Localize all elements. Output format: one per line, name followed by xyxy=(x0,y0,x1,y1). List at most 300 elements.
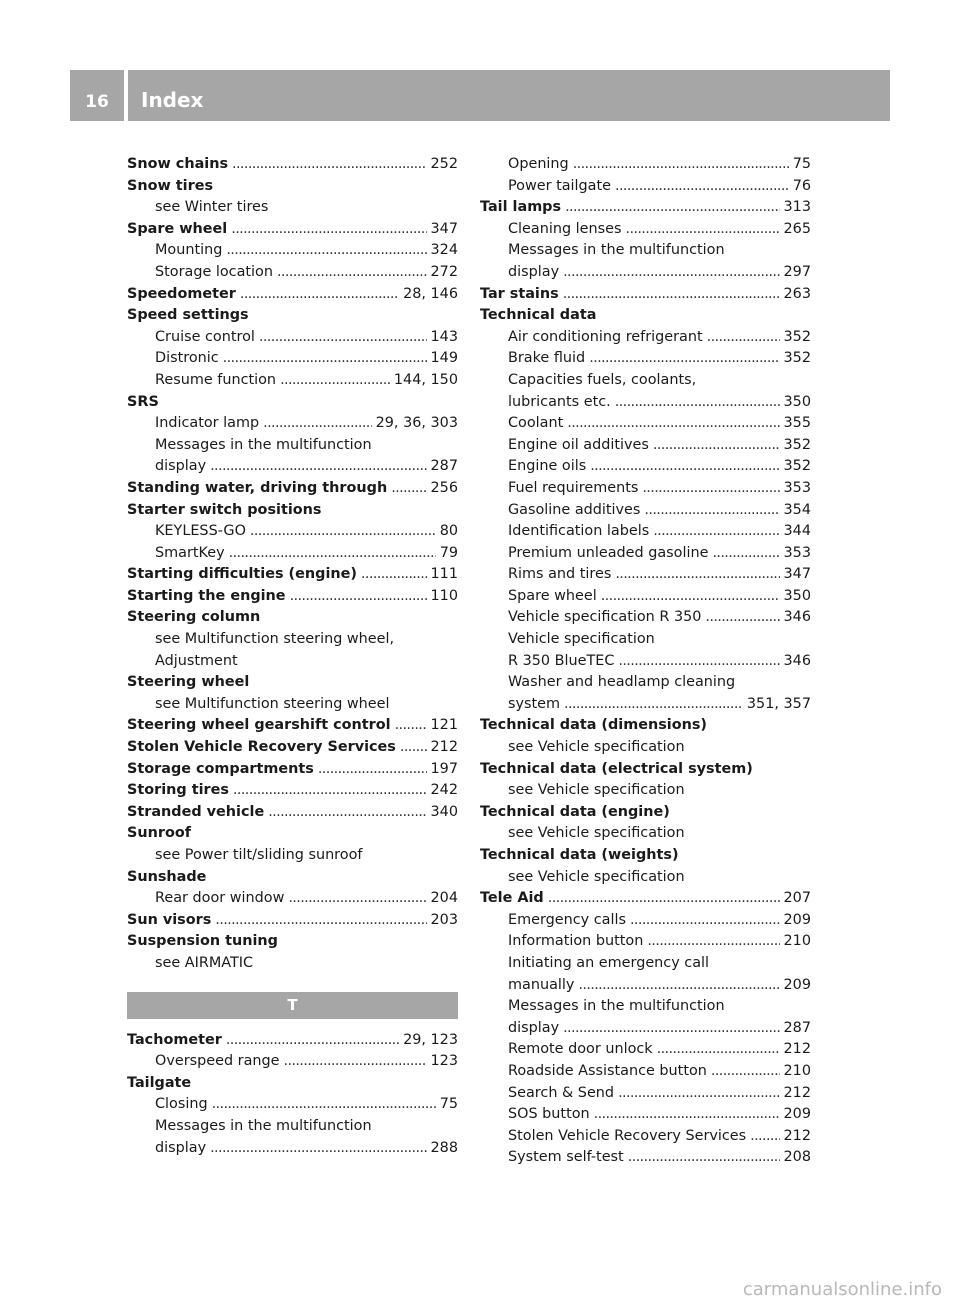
entry-label: Overspeed range xyxy=(155,1053,280,1070)
entry-label: Messages in the multifunction xyxy=(508,242,725,259)
entry-label: Vehicle specification R 350 xyxy=(508,609,702,626)
entry-page-ref: 263 xyxy=(783,285,811,302)
section-letter: T xyxy=(287,995,298,1014)
entry-label: Sunshade xyxy=(127,868,207,885)
index-entry xyxy=(480,478,811,500)
index-entry xyxy=(480,240,811,262)
leader-dots xyxy=(223,348,427,370)
index-entry xyxy=(480,1147,811,1169)
index-entry xyxy=(480,586,811,608)
index-entry xyxy=(480,953,811,975)
leader-dots xyxy=(647,931,779,953)
entry-label: Standing water, driving through xyxy=(127,479,388,496)
index-entry xyxy=(127,780,458,802)
index-entry xyxy=(127,651,458,673)
index-entry xyxy=(127,435,458,457)
leader-dots xyxy=(563,1018,779,1040)
entry-label: Storage compartments xyxy=(127,760,314,777)
leader-dots xyxy=(712,543,779,565)
index-entry xyxy=(127,1030,458,1052)
index-entry xyxy=(127,1094,458,1116)
index-entry xyxy=(127,910,458,932)
entry-page-ref: 354 xyxy=(783,501,811,518)
leader-dots xyxy=(601,586,780,608)
entry-page-ref: 209 xyxy=(783,911,811,928)
index-entry xyxy=(127,586,458,608)
entry-page-ref: 144, 150 xyxy=(393,371,458,388)
entry-page-ref: 29, 123 xyxy=(403,1031,458,1048)
entry-label: Engine oil additives xyxy=(508,436,649,453)
leader-dots xyxy=(280,370,390,392)
entry-label: Distronic xyxy=(155,350,219,367)
entry-label: Storing tires xyxy=(127,782,229,799)
index-entry xyxy=(127,154,458,176)
index-entry xyxy=(127,737,458,759)
leader-dots xyxy=(618,1083,779,1105)
entry-label: Spare wheel xyxy=(508,587,597,604)
leader-dots xyxy=(259,327,427,349)
entry-label: Technical data xyxy=(480,307,597,324)
entry-label: Capacities fuels, coolants, xyxy=(508,371,697,388)
index-entry xyxy=(127,845,458,867)
entry-page-ref: 242 xyxy=(430,782,458,799)
index-entry xyxy=(127,802,458,824)
leader-dots xyxy=(391,478,426,500)
leader-dots xyxy=(594,1104,780,1126)
page-title: Index xyxy=(141,88,204,112)
entry-page-ref: 28, 146 xyxy=(403,285,458,302)
index-entry xyxy=(127,1073,458,1095)
index-entry xyxy=(480,219,811,241)
leader-dots xyxy=(642,478,779,500)
index-entry xyxy=(480,931,811,953)
entry-page-ref: 353 xyxy=(783,544,811,561)
entry-page-ref: 265 xyxy=(783,220,811,237)
leader-dots xyxy=(653,435,780,457)
leader-dots xyxy=(589,348,779,370)
index-entry xyxy=(127,240,458,262)
entry-page-ref: 210 xyxy=(783,1062,811,1079)
entry-label: Remote door unlock xyxy=(508,1041,653,1058)
entry-page-ref: 272 xyxy=(430,263,458,280)
entry-page-ref: 352 xyxy=(783,458,811,475)
leader-dots xyxy=(226,240,426,262)
entry-page-ref: 287 xyxy=(783,1019,811,1036)
leader-dots xyxy=(318,759,427,781)
entry-label: SmartKey xyxy=(155,544,225,561)
leader-dots xyxy=(578,975,779,997)
index-entry xyxy=(127,521,458,543)
entry-page-ref: 256 xyxy=(430,479,458,496)
right-entry-list xyxy=(480,154,811,1169)
index-entry xyxy=(127,500,458,522)
leader-dots xyxy=(653,521,779,543)
entry-label: Cruise control xyxy=(155,328,255,345)
index-entry xyxy=(127,694,458,716)
entry-label: Adjustment xyxy=(155,652,238,669)
leader-dots xyxy=(573,154,789,176)
index-entry xyxy=(127,759,458,781)
entry-page-ref: 79 xyxy=(439,544,458,561)
index-entry xyxy=(127,715,458,737)
leader-dots xyxy=(707,327,780,349)
entry-page-ref: 75 xyxy=(792,156,811,172)
index-entry xyxy=(480,543,811,565)
entry-label: see Vehicle specification xyxy=(508,782,685,799)
index-entry xyxy=(127,348,458,370)
leader-dots xyxy=(277,262,427,284)
leader-dots xyxy=(232,154,427,176)
index-entry xyxy=(480,1039,811,1061)
index-entry xyxy=(480,370,811,392)
entry-label: Steering column xyxy=(127,609,261,626)
leader-dots xyxy=(212,1094,436,1116)
entry-page-ref: 324 xyxy=(430,242,458,259)
entry-label: Washer and headlamp cleaning xyxy=(508,674,736,691)
entry-page-ref: 203 xyxy=(430,911,458,928)
leader-dots xyxy=(590,456,779,478)
entry-page-ref: 252 xyxy=(430,156,458,172)
leader-dots xyxy=(231,219,426,241)
entry-label: display xyxy=(508,1019,560,1036)
entry-page-ref: 110 xyxy=(430,587,458,604)
entry-label: Resume function xyxy=(155,371,277,388)
entry-label: Storage location xyxy=(155,263,273,280)
entry-page-ref: 340 xyxy=(430,803,458,820)
entry-label: manually xyxy=(508,976,575,993)
entry-page-ref: 297 xyxy=(783,263,811,280)
index-entry xyxy=(480,737,811,759)
leader-dots xyxy=(215,910,426,932)
entry-label: Steering wheel gearshift control xyxy=(127,717,391,734)
leader-dots xyxy=(288,888,426,910)
leader-dots xyxy=(229,543,436,565)
entry-page-ref: 149 xyxy=(430,350,458,367)
entry-label: Identification labels xyxy=(508,523,650,540)
entry-page-ref: 347 xyxy=(783,566,811,583)
index-entry xyxy=(127,543,458,565)
header-divider xyxy=(124,70,128,121)
leader-dots xyxy=(548,888,780,910)
index-entry xyxy=(127,1116,458,1138)
entry-page-ref: 207 xyxy=(783,890,811,907)
entry-label: Messages in the multifunction xyxy=(155,1117,372,1134)
leader-dots xyxy=(210,456,426,478)
index-entry xyxy=(127,888,458,910)
entry-label: Rear door window xyxy=(155,890,285,907)
entry-label: see Vehicle specification xyxy=(508,739,685,756)
watermark: carmanualsonline.info xyxy=(742,1279,942,1300)
entry-label: Starting the engine xyxy=(127,587,286,604)
entry-page-ref: 355 xyxy=(783,415,811,432)
index-entry xyxy=(127,629,458,651)
entry-page-ref: 344 xyxy=(783,523,811,540)
entry-label: Coolant xyxy=(508,415,564,432)
index-entry xyxy=(480,1018,811,1040)
leader-dots xyxy=(567,413,779,435)
index-entry xyxy=(480,348,811,370)
index-entry xyxy=(480,305,811,327)
entry-page-ref: 204 xyxy=(430,890,458,907)
index-entry xyxy=(480,975,811,997)
index-entry xyxy=(480,651,811,673)
index-entry xyxy=(480,672,811,694)
entry-label: Speed settings xyxy=(127,307,249,324)
entry-page-ref: 208 xyxy=(783,1149,811,1166)
entry-page-ref: 123 xyxy=(430,1053,458,1070)
entry-label: Snow chains xyxy=(127,156,229,172)
index-entry xyxy=(127,672,458,694)
leader-dots xyxy=(564,694,743,716)
leader-dots xyxy=(563,284,780,306)
entry-label: Sunroof xyxy=(127,825,191,842)
entry-label: Vehicle specification xyxy=(508,631,655,648)
index-entry xyxy=(480,823,811,845)
entry-page-ref: 111 xyxy=(430,566,458,583)
entry-label: Speedometer xyxy=(127,285,236,302)
index-entry xyxy=(480,1083,811,1105)
entry-label: Information button xyxy=(508,933,644,950)
index-entry xyxy=(480,197,811,219)
entry-page-ref: 350 xyxy=(783,587,811,604)
index-entry xyxy=(127,176,458,198)
entry-page-ref: 351, 357 xyxy=(746,695,811,712)
entry-label: Search & Send xyxy=(508,1084,615,1101)
index-entry xyxy=(480,694,811,716)
entry-page-ref: 346 xyxy=(783,609,811,626)
leader-dots xyxy=(628,1147,780,1169)
entry-label: Messages in the multifunction xyxy=(155,436,372,453)
entry-label: Tar stains xyxy=(480,285,559,302)
entry-label: SRS xyxy=(127,393,159,410)
index-entry xyxy=(480,413,811,435)
index-entry xyxy=(480,176,811,198)
page-number: 16 xyxy=(85,91,109,112)
entry-label: Emergency calls xyxy=(508,911,626,928)
index-entry xyxy=(127,931,458,953)
entry-label: Stranded vehicle xyxy=(127,803,265,820)
entry-page-ref: 212 xyxy=(783,1127,811,1144)
index-entry xyxy=(480,867,811,889)
index-entry xyxy=(480,802,811,824)
index-entry xyxy=(480,1061,811,1083)
entry-page-ref: 80 xyxy=(439,523,458,540)
entry-label: see AIRMATIC xyxy=(155,954,254,971)
index-entry xyxy=(127,219,458,241)
entry-page-ref: 352 xyxy=(783,350,811,367)
entry-label: Indicator lamp xyxy=(155,415,260,432)
entry-label: Spare wheel xyxy=(127,220,228,237)
index-entry xyxy=(480,1126,811,1148)
index-column-left xyxy=(127,154,458,1159)
index-entry xyxy=(127,262,458,284)
entry-label: Starting difficulties (engine) xyxy=(127,566,357,583)
index-entry xyxy=(127,953,458,975)
entry-page-ref: 75 xyxy=(439,1096,458,1113)
index-entry xyxy=(480,284,811,306)
entry-label: Premium unleaded gasoline xyxy=(508,544,709,561)
leader-dots xyxy=(400,737,427,759)
index-entry xyxy=(127,478,458,500)
entry-page-ref: 350 xyxy=(783,393,811,410)
leader-dots xyxy=(618,651,779,673)
entry-label: Closing xyxy=(155,1096,208,1113)
entry-label: Tachometer xyxy=(127,1031,222,1048)
index-entry xyxy=(480,629,811,651)
entry-label: Mounting xyxy=(155,242,223,259)
index-entry xyxy=(480,910,811,932)
entry-label: Sun visors xyxy=(127,911,212,928)
entry-page-ref: 346 xyxy=(783,652,811,669)
entry-label: Tailgate xyxy=(127,1074,192,1091)
index-entry xyxy=(480,1104,811,1126)
left-t-entry-list xyxy=(127,1030,458,1160)
index-entry xyxy=(127,564,458,586)
entry-label: see Vehicle specification xyxy=(508,868,685,885)
leader-dots xyxy=(565,197,779,219)
entry-page-ref: 143 xyxy=(430,328,458,345)
leader-dots xyxy=(657,1039,780,1061)
index-entry xyxy=(127,305,458,327)
entry-label: Air conditioning refrigerant xyxy=(508,328,703,345)
entry-page-ref: 353 xyxy=(783,479,811,496)
entry-label: Opening xyxy=(508,156,569,172)
entry-label: Engine oils xyxy=(508,458,587,475)
entry-label: Snow tires xyxy=(127,177,214,194)
entry-label: Rims and tires xyxy=(508,566,612,583)
leader-dots xyxy=(644,500,779,522)
leader-dots xyxy=(263,413,371,435)
entry-label: KEYLESS-GO xyxy=(155,523,246,540)
entry-page-ref: 29, 36, 303 xyxy=(375,415,458,432)
entry-label: display xyxy=(508,263,560,280)
index-entry xyxy=(127,370,458,392)
index-entry xyxy=(480,759,811,781)
entry-page-ref: 288 xyxy=(430,1139,458,1156)
leader-dots xyxy=(563,262,779,284)
section-header-t xyxy=(127,992,458,1019)
index-column-right xyxy=(480,154,811,1169)
entry-page-ref: 209 xyxy=(783,976,811,993)
entry-label: Brake fluid xyxy=(508,350,586,367)
entry-page-ref: 347 xyxy=(430,220,458,237)
entry-label: see Winter tires xyxy=(155,199,269,216)
index-entry xyxy=(480,888,811,910)
index-entry xyxy=(480,154,811,176)
entry-label: Tail lamps xyxy=(480,199,562,216)
leader-dots xyxy=(711,1061,780,1083)
entry-label: Technical data (dimensions) xyxy=(480,717,707,734)
index-entry xyxy=(480,262,811,284)
leader-dots xyxy=(626,219,780,241)
index-entry xyxy=(480,435,811,457)
entry-page-ref: 313 xyxy=(783,199,811,216)
index-entry xyxy=(480,521,811,543)
entry-label: lubricants etc. xyxy=(508,393,611,410)
leader-dots xyxy=(226,1030,399,1052)
index-entry xyxy=(480,715,811,737)
leader-dots xyxy=(284,1051,427,1073)
index-entry xyxy=(127,284,458,306)
entry-label: Starter switch positions xyxy=(127,501,322,518)
entry-page-ref: 197 xyxy=(430,760,458,777)
index-entry xyxy=(127,867,458,889)
index-entry xyxy=(480,780,811,802)
index-entry xyxy=(127,607,458,629)
entry-page-ref: 210 xyxy=(783,933,811,950)
leader-dots xyxy=(705,607,779,629)
leader-dots xyxy=(210,1138,426,1160)
leader-dots xyxy=(240,284,399,306)
entry-label: see Multifunction steering wheel, xyxy=(155,631,395,648)
entry-label: Steering wheel xyxy=(127,674,250,691)
leader-dots xyxy=(630,910,780,932)
index-entry xyxy=(480,607,811,629)
entry-label: display xyxy=(155,458,207,475)
entry-label: Roadside Assistance button xyxy=(508,1062,707,1079)
index-entry xyxy=(480,500,811,522)
entry-label: Technical data (weights) xyxy=(480,847,679,863)
index-entry xyxy=(480,564,811,586)
entry-label: Tele Aid xyxy=(480,890,544,907)
index-entry xyxy=(127,327,458,349)
index-entry xyxy=(480,845,811,867)
entry-label: display xyxy=(155,1139,207,1156)
entry-label: Technical data (electrical system) xyxy=(480,760,753,777)
entry-label: system xyxy=(508,695,561,712)
entry-label: see Vehicle specification xyxy=(508,825,685,842)
index-entry xyxy=(127,823,458,845)
leader-dots xyxy=(290,586,427,608)
index-entry xyxy=(480,392,811,414)
leader-dots xyxy=(615,176,789,198)
index-entry xyxy=(480,456,811,478)
index-entry xyxy=(480,996,811,1018)
entry-label: see Multifunction steering wheel xyxy=(155,695,390,712)
index-entry xyxy=(127,392,458,414)
entry-label: Stolen Vehicle Recovery Services xyxy=(508,1127,747,1144)
entry-page-ref: 287 xyxy=(430,458,458,475)
index-entry xyxy=(480,327,811,349)
entry-label: see Power tilt/sliding sunroof xyxy=(155,847,363,863)
entry-label: Initiating an emergency call xyxy=(508,954,710,971)
index-entry xyxy=(127,1138,458,1160)
index-entry xyxy=(127,456,458,478)
index-entry xyxy=(127,197,458,219)
leader-dots xyxy=(750,1126,779,1148)
entry-page-ref: 212 xyxy=(783,1084,811,1101)
entry-label: Cleaning lenses xyxy=(508,220,622,237)
entry-label: Gasoline additives xyxy=(508,501,641,518)
leader-dots xyxy=(615,564,779,586)
entry-label: Stolen Vehicle Recovery Services xyxy=(127,739,396,756)
entry-label: Fuel requirements xyxy=(508,479,639,496)
entry-label: Messages in the multifunction xyxy=(508,998,725,1015)
left-entry-list xyxy=(127,154,458,975)
index-entry xyxy=(127,413,458,435)
leader-dots xyxy=(250,521,436,543)
entry-label: R 350 BlueTEC xyxy=(508,652,615,669)
entry-label: Power tailgate xyxy=(508,177,611,194)
entry-page-ref: 121 xyxy=(430,717,458,734)
entry-label: SOS button xyxy=(508,1106,590,1123)
leader-dots xyxy=(395,715,427,737)
entry-page-ref: 212 xyxy=(430,739,458,756)
entry-page-ref: 352 xyxy=(783,328,811,345)
entry-page-ref: 209 xyxy=(783,1106,811,1123)
leader-dots xyxy=(268,802,426,824)
entry-page-ref: 352 xyxy=(783,436,811,453)
